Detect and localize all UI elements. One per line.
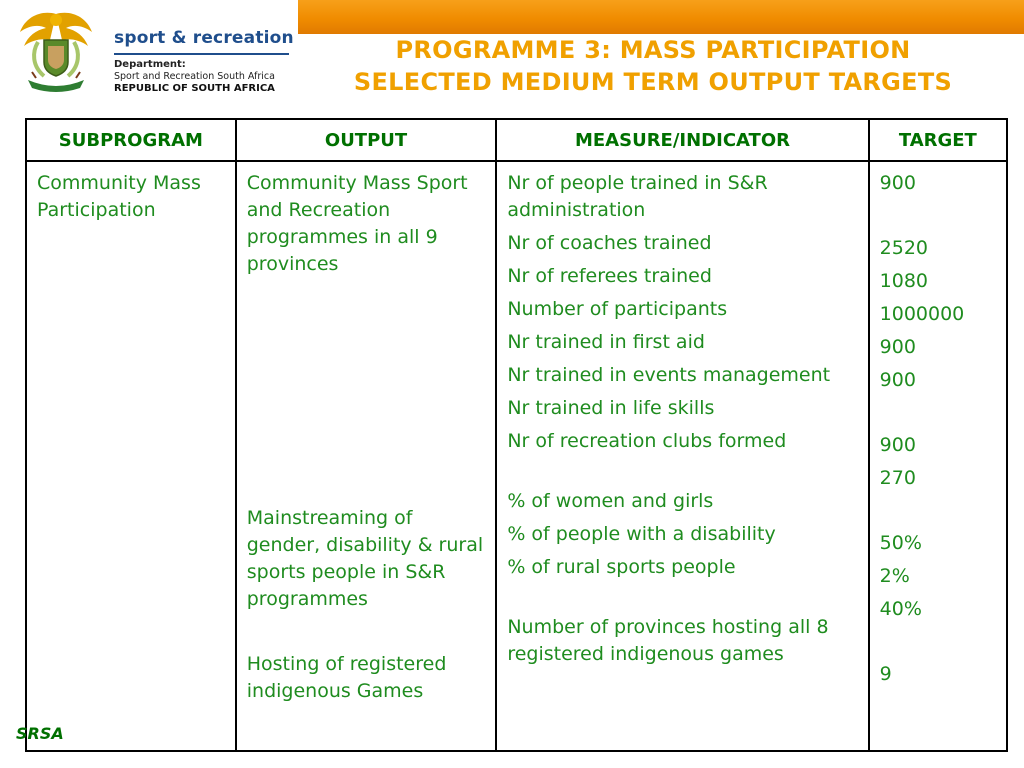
subprogram-cell [26, 161, 236, 751]
logo-text-block [114, 28, 294, 95]
header-subprogram: SUBPROGRAM [26, 119, 236, 161]
footer-label: SRSA [16, 724, 64, 743]
department-logo [14, 6, 294, 98]
page-title [298, 34, 1008, 98]
logo-divider [114, 53, 289, 55]
target-value: 2% [879, 565, 910, 587]
target-value: 270 [879, 467, 916, 489]
measure-item: Nr of recreation clubs formed [507, 430, 787, 452]
output-item: Community Mass Sport and Recreation programmes in all 9 provinces [246, 172, 468, 275]
measure-item: Number of participants [507, 298, 728, 320]
target-value: 900 [879, 369, 916, 391]
target-value: 2520 [879, 237, 929, 259]
target-value: 50% [879, 532, 922, 554]
output-item: Mainstreaming of gender, disability & rural sports people in S&R programmes [246, 507, 484, 610]
target-value: 900 [879, 336, 916, 358]
measure-item: Nr of referees trained [507, 265, 712, 287]
logo-brand: sport & recreation [114, 28, 294, 48]
measure-item: % of women and girls [507, 490, 714, 512]
title-line-2: SELECTED MEDIUM TERM OUTPUT TARGETS [353, 68, 953, 96]
header-output: OUTPUT [236, 119, 497, 161]
measure-spacer [507, 461, 857, 488]
measure-item: Nr trained in life skills [507, 397, 715, 419]
coat-of-arms-icon [14, 6, 98, 92]
measure-item: % of people with a disability [507, 523, 776, 545]
measure-cell [496, 161, 868, 751]
measure-item: Nr trained in events management [507, 364, 831, 386]
table-row [26, 161, 1007, 751]
header-target: TARGET [869, 119, 1007, 161]
target-value: 9 [879, 663, 892, 685]
logo-department-name: Sport and Recreation South Africa [114, 71, 275, 82]
header-measure: MEASURE/INDICATOR [496, 119, 868, 161]
logo-republic: REPUBLIC OF SOUTH AFRICA [114, 83, 275, 94]
target-value: 1000000 [879, 303, 965, 325]
output-targets-table [25, 118, 1008, 752]
target-value: 1080 [879, 270, 929, 292]
measure-spacer [507, 587, 857, 614]
subprogram-name: Community Mass Participation [37, 172, 201, 221]
measure-item: % of rural sports people [507, 556, 736, 578]
target-value: 40% [879, 598, 922, 620]
measure-item: Nr of coaches trained [507, 232, 712, 254]
measure-item: Nr of people trained in S&R administration [507, 172, 768, 221]
target-cell [869, 161, 1007, 751]
title-line-1: PROGRAMME 3: MASS PARTICIPATION [395, 36, 911, 64]
measure-item: Number of provinces hosting all 8 registered indigenous games [507, 616, 829, 665]
target-value: 900 [879, 172, 916, 194]
table-header-row [26, 119, 1007, 161]
target-value: 900 [879, 434, 916, 456]
logo-department-label: Department: [114, 59, 186, 70]
output-cell [236, 161, 497, 751]
measure-item: Nr trained in first aid [507, 331, 705, 353]
output-item: Hosting of registered indigenous Games [246, 653, 447, 702]
top-accent-bar [298, 0, 1024, 34]
